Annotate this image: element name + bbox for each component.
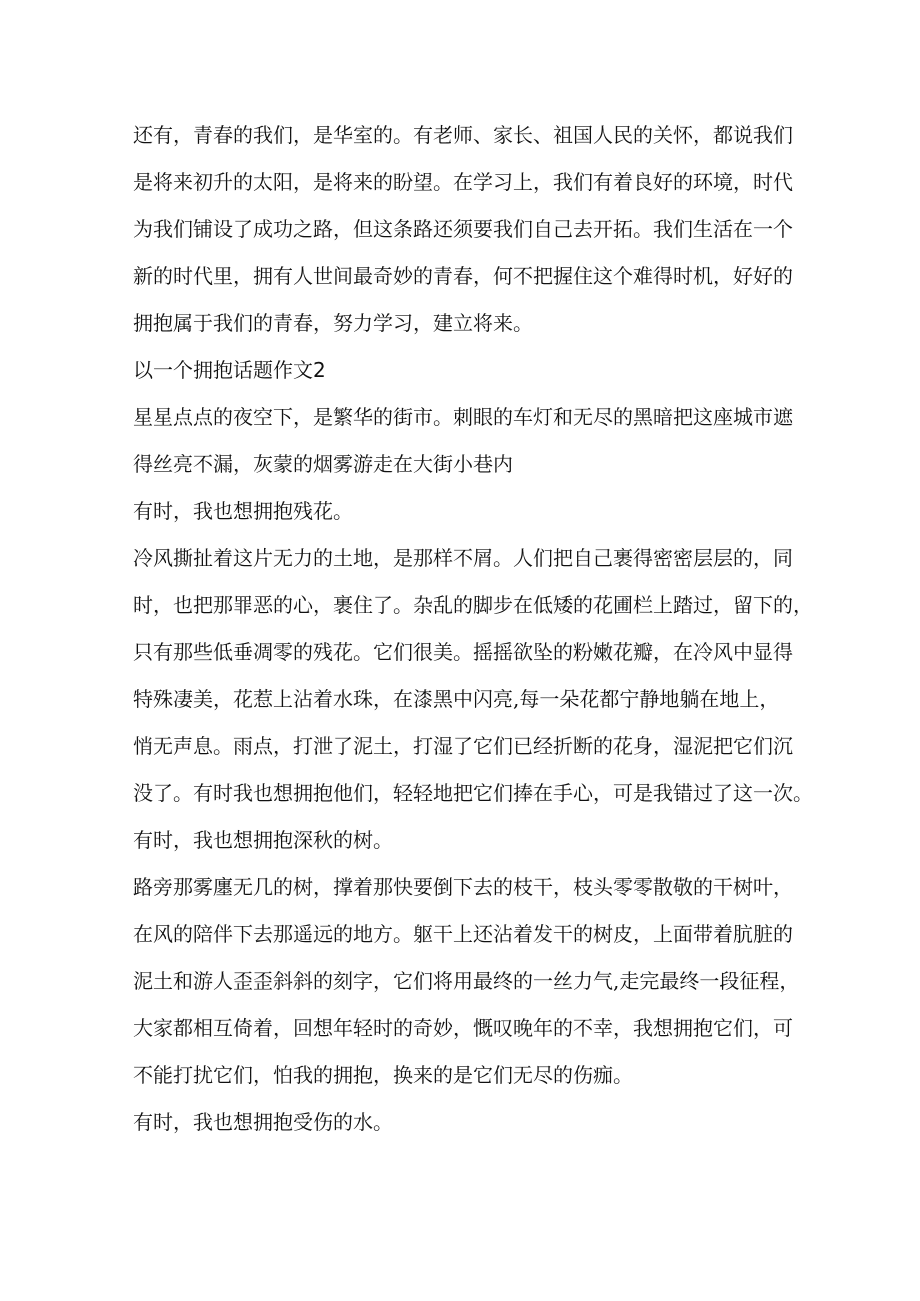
text-line: 大家都相互倚着，回想年轻时的奇妙，慨叹晚年的不幸，我想拥抱它们，可	[133, 1016, 793, 1040]
text-line: 得丝亮不漏，灰蒙的烟雾游走在大街小巷内	[133, 452, 513, 476]
text-line: 是将来初升的太阳，是将来的盼望。在学习上，我们有着良好的环境，时代	[133, 170, 793, 194]
text-line: 在风的陪伴下去那遥远的地方。躯干上还沾着发干的树皮，上面带着肮脏的	[133, 922, 793, 946]
text-line: 悄无声息。雨点，打泄了泥土，打湿了它们已经折断的花身，湿泥把它们沉	[133, 734, 793, 758]
text-line: 有时，我也想拥抱残花。	[133, 499, 353, 523]
text-line: 时，也把那罪恶的心，裹住了。杂乱的脚步在低矮的花圃栏上踏过，留下的，	[133, 593, 813, 617]
text-line: 还有，青春的我们，是华室的。有老师、家长、祖国人民的关怀，都说我们	[133, 123, 793, 147]
section-heading: 以一个拥抱话题作文2	[133, 358, 326, 382]
text-line: 拥抱属于我们的青春，努力学习，建立将来。	[133, 311, 533, 335]
text-line: 路旁那雾廛无几的树，撑着那快要倒下去的枝干，枝头零零散敬的干树叶，	[133, 875, 793, 899]
text-line: 特殊凄美，花惹上沾着水珠，在漆黑中闪亮,每一朵花都宁静地躺在地上，	[133, 687, 780, 711]
text-line: 只有那些低垂凋零的残花。它们很美。摇摇欲坠的粉嫩花瓣，在冷风中显得	[133, 640, 793, 664]
text-line: 泥土和游人歪歪斜斜的刻字，它们将用最终的一丝力气,走完最终一段征程，	[133, 969, 800, 993]
text-line: 新的时代里，拥有人世间最奇妙的青春，何不把握住这个难得时机，好好的	[133, 264, 793, 288]
text-line: 有时，我也想拥抱深秋的树。	[133, 828, 393, 852]
text-line: 有时，我也想拥抱受伤的水。	[133, 1110, 393, 1134]
text-line: 不能打扰它们，怕我的拥抱，换来的是它们无尽的伤痂。	[133, 1063, 633, 1087]
text-line: 冷风撕扯着这片无力的土地，是那样不屑。人们把自己裹得密密层层的，同	[133, 546, 793, 570]
text-line: 为我们铺设了成功之路，但这条路还须要我们自己去开拓。我们生活在一个	[133, 217, 793, 241]
text-line: 星星点点的夜空下，是繁华的街市。刺眼的车灯和无尽的黑暗把这座城市遮	[133, 405, 793, 429]
text-line: 没了。有时我也想拥抱他们，轻轻地把它们捧在手心，可是我错过了这一次。	[133, 781, 813, 805]
document-body	[133, 112, 813, 1146]
